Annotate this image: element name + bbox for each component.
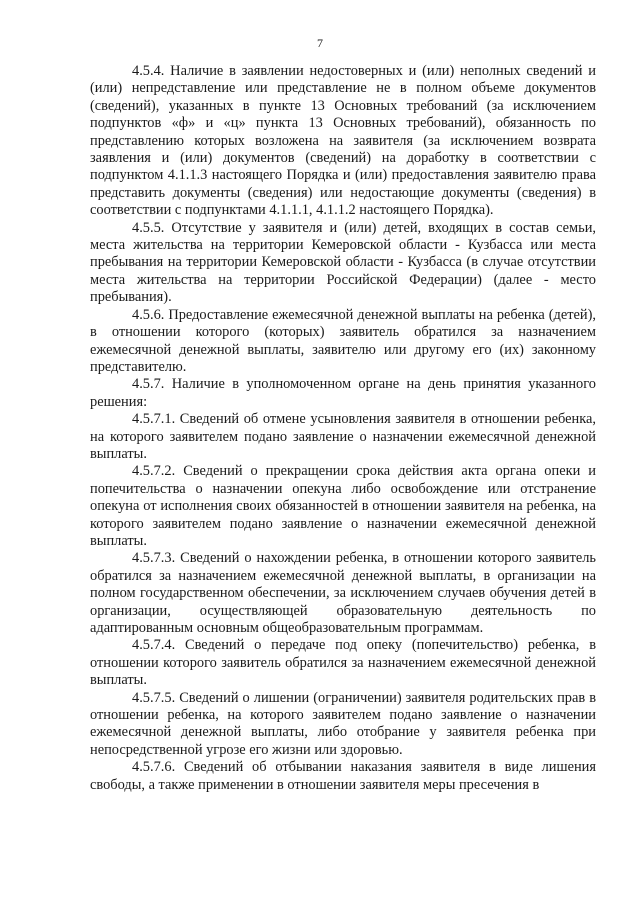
paragraph-4-5-7-3: 4.5.7.3. Сведений о нахождении ребенка, в отношении которого заявитель обратился за назначением ежемесячной денежной выплаты, в организации на полном государственном обеспечении, за исключением случаев обучения детей в организации, осуществляющей образовательную деятельность по адаптированным основным общеобразовательным программам. [90, 550, 596, 636]
paragraph-4-5-7-5: 4.5.7.5. Сведений о лишении (ограничении) заявителя родительских прав в отношении ребенка, на которого заявителем подано заявление о назначении ежемесячной денежной выплаты, либо отобрание у заявителя ребенка при непосредственной угрозе его жизни или здоровью. [90, 689, 596, 758]
paragraph-4-5-5: 4.5.5. Отсутствие у заявителя и (или) детей, входящих в состав семьи, места жительства на территории Кемеровской области - Кузбасса или места пребывания на территории Кемеровской области - Кузбасса (в случае отсутствии места жительства на территории Российской Федерации) (далее - место пребывания). [90, 219, 596, 306]
paragraph-4-5-7-1: 4.5.7.1. Сведений об отмене усыновления заявителя в отношении ребенка, на которого заявителем подано заявление о назначении ежемесячной денежной выплаты. [90, 411, 596, 462]
paragraph-4-5-7: 4.5.7. Наличие в уполномоченном органе на день принятия указанного решения: [90, 376, 596, 410]
paragraph-4-5-7-6: 4.5.7.6. Сведений об отбывании наказания заявителя в виде лишения свободы, а также применении в отношении заявителя меры пресечения в [90, 759, 596, 793]
paragraph-4-5-6: 4.5.6. Предоставление ежемесячной денежной выплаты на ребенка (детей), в отношении которого (которых) заявитель обратился за назначением ежемесячной денежной выплаты, заявителю или другому его (их) законному представителю. [90, 306, 596, 375]
paragraph-4-5-7-4: 4.5.7.4. Сведений о передаче под опеку (попечительство) ребенка, в отношении которого заявитель обратился за назначением ежемесячной денежной выплаты. [90, 637, 596, 689]
paragraph-4-5-4: 4.5.4. Наличие в заявлении недостоверных и (или) неполных сведений и (или) непредставление или представление не в полном объеме документов (сведений), указанных в пункте 13 Основных требований (за исключением подпунктов «ф» и «ц» пункта 13 Основных требований), обязанность по представлению которых возложена на заявителя (за исключением возврата заявления и (или) документов (сведений) на доработку в соответствии с подпунктом 4.1.1.3 настоящего Порядка и (или) предоставления заявителю права представить документы (сведения) или недостающие документы (сведения) в соответствии с подпунктами 4.1.1.1, 4.1.1.2 настоящего Порядка). [90, 63, 596, 219]
paragraph-4-5-7-2: 4.5.7.2. Сведений о прекращении срока действия акта органа опеки и попечительства о назначении опекуна либо освобождение или отстранение опекуна от исполнения своих обязанностей в отношении заявителя на ребенка, на которого заявителем подано заявление о назначении ежемесячной денежной выплаты. [90, 463, 596, 549]
document-body [90, 63, 596, 794]
page-number: 7 [317, 36, 323, 50]
